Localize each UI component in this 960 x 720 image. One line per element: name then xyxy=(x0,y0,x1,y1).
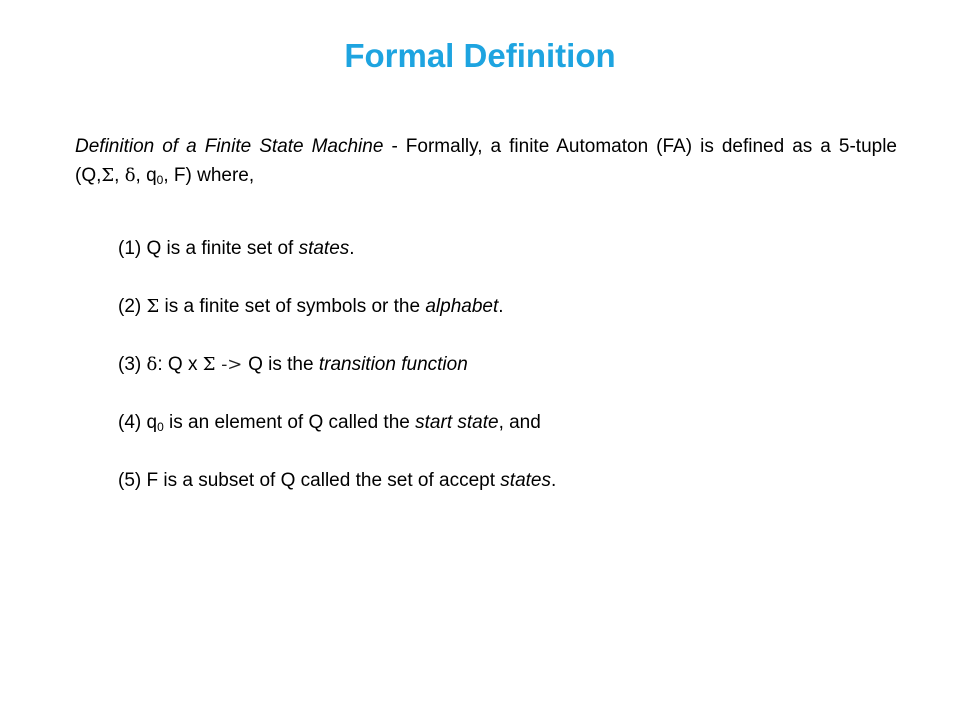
item-emphasis: start state xyxy=(415,412,499,433)
sigma-symbol: Σ xyxy=(146,296,160,317)
delta-symbol: δ xyxy=(124,165,136,187)
list-item-states xyxy=(118,237,908,261)
item-emphasis: states xyxy=(298,238,350,259)
sigma-symbol: Σ xyxy=(202,354,216,375)
item-emphasis: states xyxy=(500,470,551,491)
sigma-symbol: Σ xyxy=(101,165,115,187)
definition-comma-1: , xyxy=(114,165,125,187)
definition-text-part1: - Formally, a finite Automaton (FA) is defined as a 5-tuple (Q, xyxy=(75,136,897,187)
item-text: (4) q xyxy=(118,412,158,433)
list-item-start-state xyxy=(118,411,908,435)
item-text: : Q x xyxy=(157,354,203,375)
item-suffix: , and xyxy=(498,412,541,433)
delta-symbol: δ xyxy=(146,354,158,375)
definition-text-part2: , F) where, xyxy=(163,165,255,187)
item-text: is a finite set of symbols or the xyxy=(159,296,426,317)
item-text: Q is the xyxy=(248,354,319,375)
item-text: is an element of Q called the xyxy=(163,412,416,433)
subscript-zero: 0 xyxy=(156,173,164,188)
page-title: Formal Definition xyxy=(344,37,616,74)
definition-comma-2: , q xyxy=(135,165,157,187)
item-suffix: . xyxy=(498,296,504,317)
list-item-alphabet xyxy=(118,295,908,319)
list-item-accept-states xyxy=(118,469,908,493)
item-text: (2) xyxy=(118,296,147,317)
definition-paragraph xyxy=(75,132,897,191)
item-emphasis: alphabet xyxy=(425,296,499,317)
item-suffix: . xyxy=(349,238,355,259)
item-text: (3) xyxy=(118,354,147,375)
list-item-transition xyxy=(118,353,908,377)
item-text: (1) Q is a finite set of xyxy=(118,238,299,259)
item-suffix: . xyxy=(551,470,557,491)
definition-term: Definition of a Finite State Machine xyxy=(75,136,384,157)
subscript-zero: 0 xyxy=(157,420,164,434)
item-text: (5) F is a subset of Q called the set of accept xyxy=(118,470,501,491)
arrow-symbol: -> xyxy=(215,354,249,375)
definition-list xyxy=(118,237,908,527)
item-emphasis: transition function xyxy=(318,354,468,375)
